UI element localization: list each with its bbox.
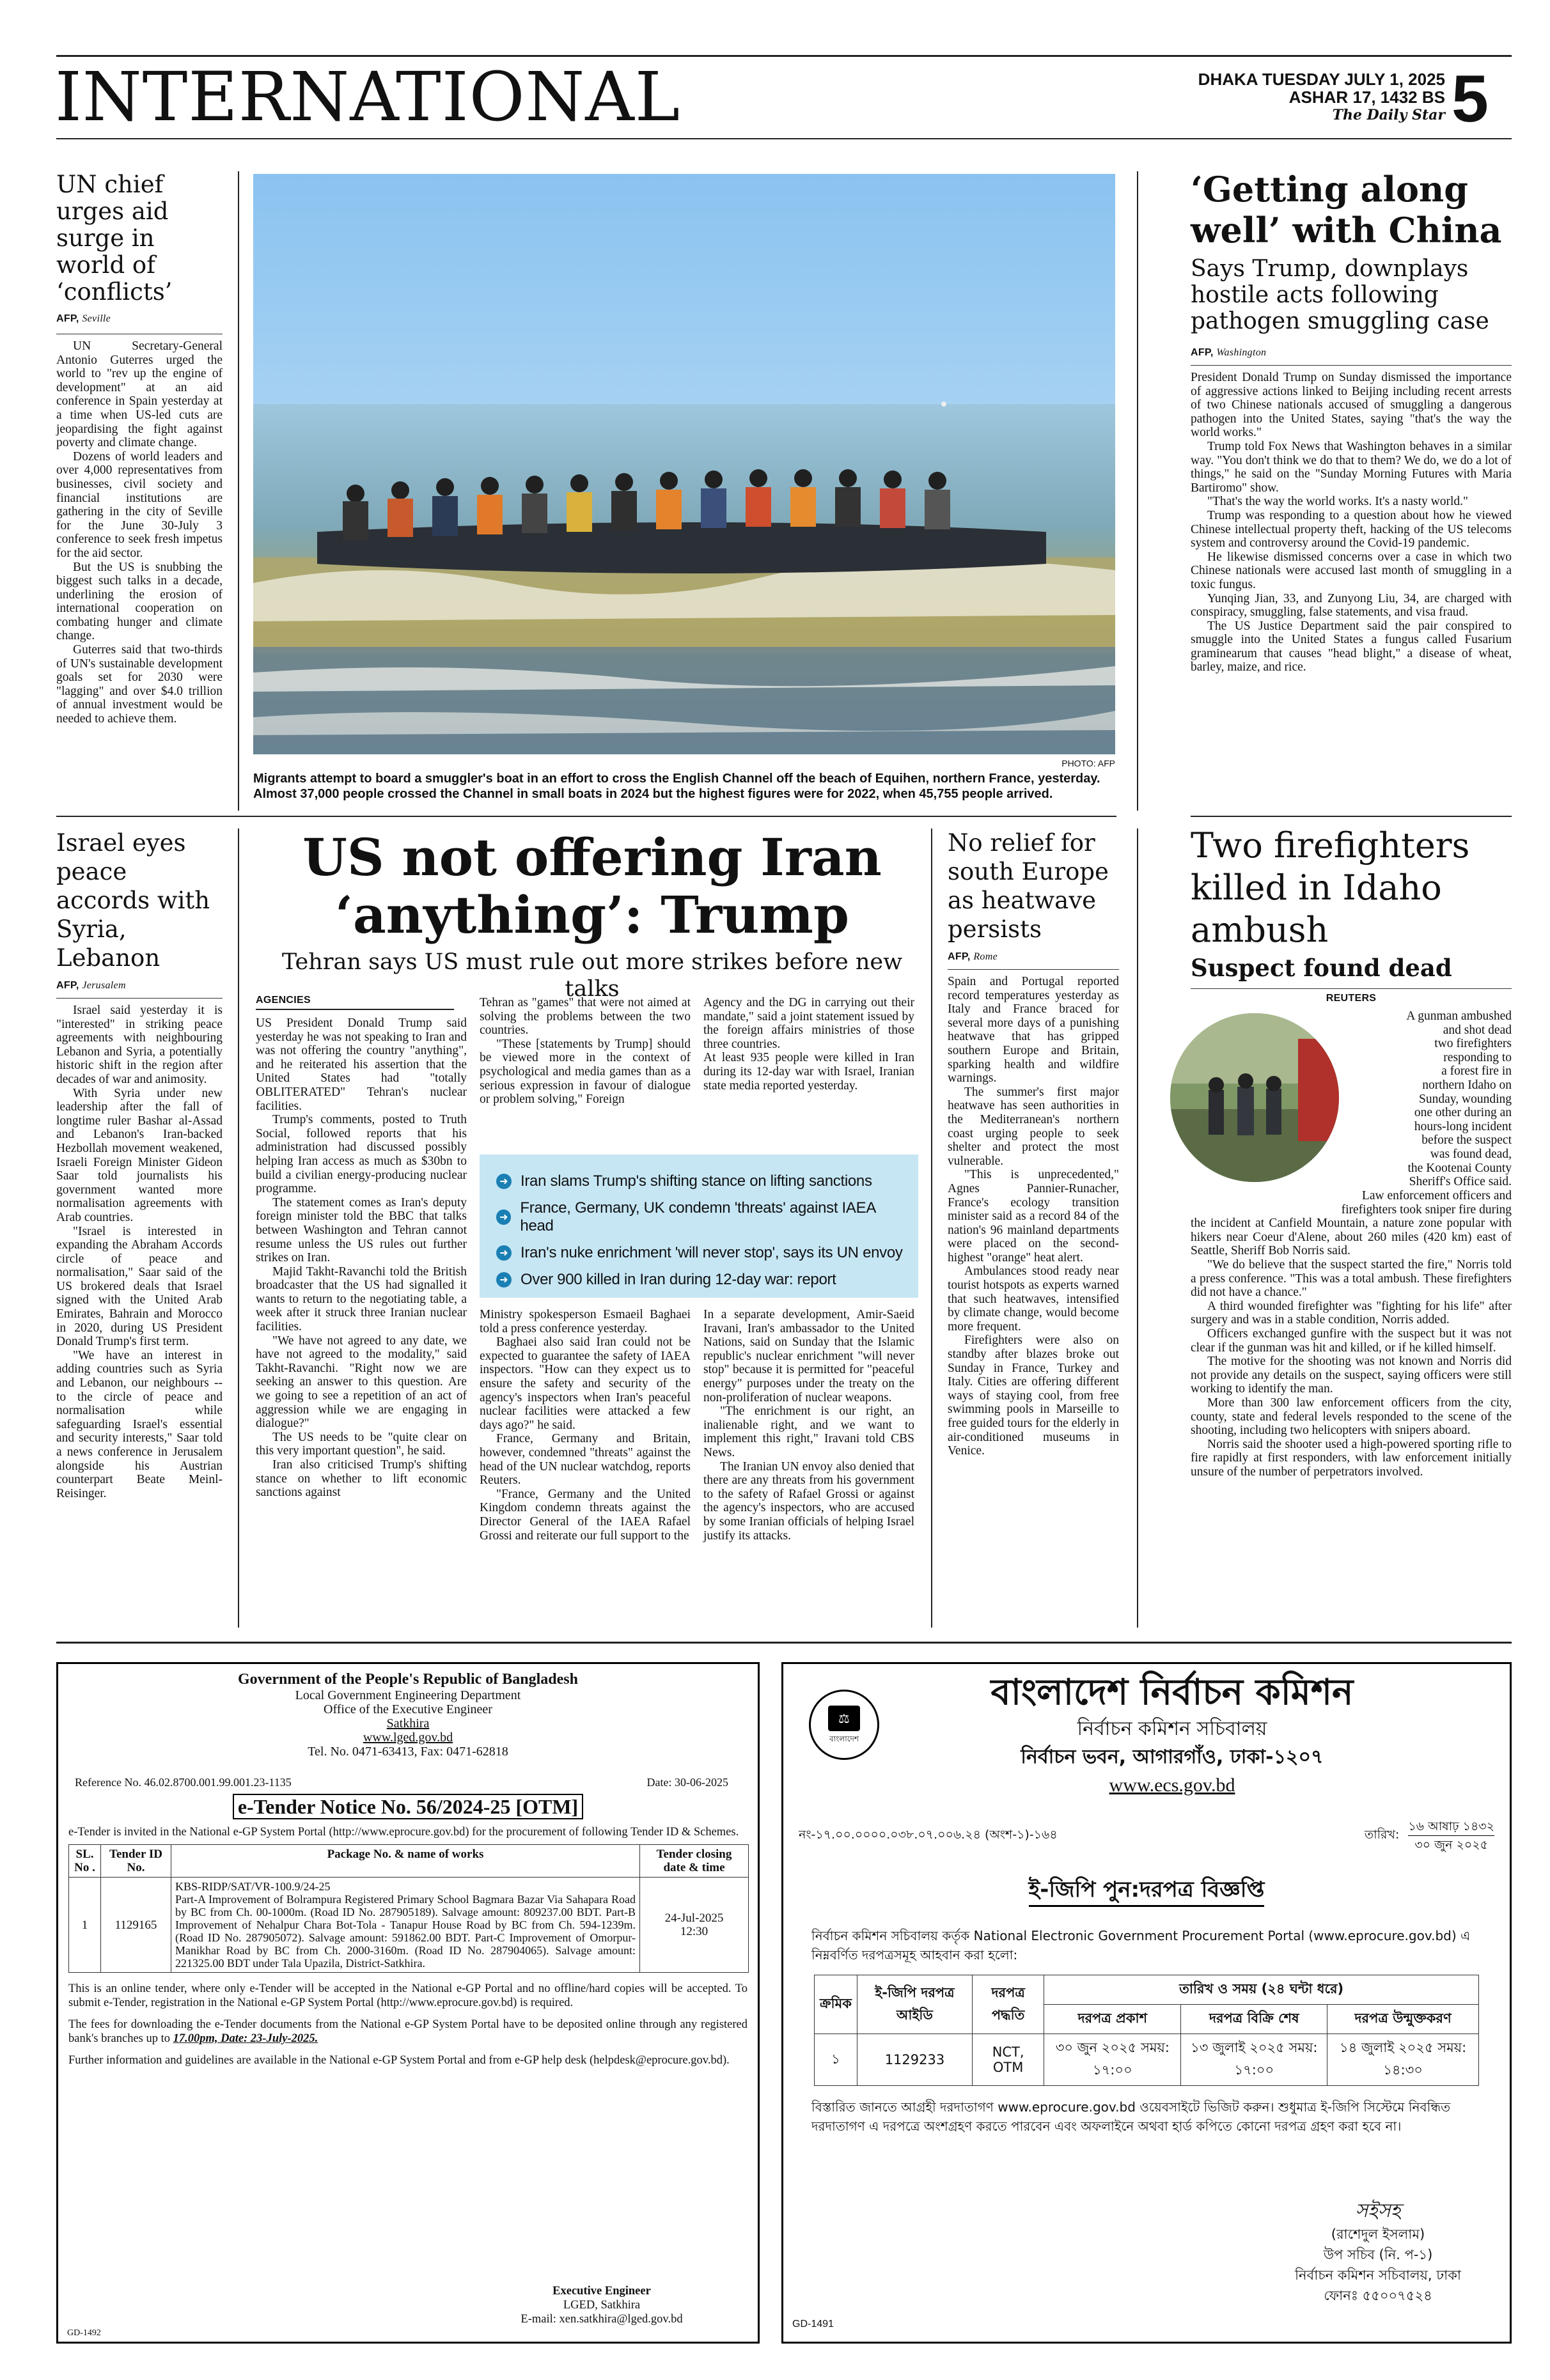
arrow-icon: ➜ bbox=[496, 1174, 512, 1189]
paragraph: Baghaei also said Iran could not be expected to guarantee the safety of IAEA inspectors. "How can they expect us to ensure the safety and security of the agency's inspectors when Iran's peaceful nuclear facilities were attacked a few days ago?" he said. bbox=[480, 1335, 691, 1432]
paragraph: "France, Germany and the United Kingdom condemn threats against the Director General of the IAEA Rafael Grossi and reiterate our full support to the bbox=[480, 1487, 691, 1543]
story-china bbox=[1191, 169, 1512, 674]
wrap-line: one other during an bbox=[1414, 1106, 1512, 1120]
byline: REUTERS bbox=[1326, 993, 1377, 1004]
memo-no: নং-১৭.০০.০০০০.০৩৮.০৭.০০৬.২৪ (অংশ-১)-১৬৪ bbox=[799, 1827, 1058, 1842]
col-sale-end: দরপত্র বিক্রি শেষ bbox=[1181, 2005, 1327, 2034]
ec-intro: নির্বাচন কমিশন সচিবালয় কর্তৃক National Electronic Government Procurement Portal (www.eprocure.gov.bd) এ নিম্নবর্ণিত দরপত্রসমূহ আহবান করা হলো: bbox=[811, 1928, 1471, 1963]
headline: UN chief urges aid surge in world of ‘conflicts’ bbox=[56, 171, 173, 306]
lged-tender-ad bbox=[56, 1662, 760, 2344]
wrap-line: responding to bbox=[1443, 1050, 1512, 1064]
col-method: দরপত্র পদ্ধতি bbox=[972, 1975, 1044, 2034]
cell-tender-id: 1129165 bbox=[101, 1878, 171, 1973]
related-stories-box bbox=[480, 1155, 918, 1298]
byline: AFP, Washington bbox=[1191, 347, 1267, 358]
signer-name: (রাশেদুল ইসলাম) bbox=[1331, 2227, 1425, 2242]
wrap-line: Sunday, wounding bbox=[1419, 1092, 1512, 1106]
col-egp-id: ই-জিপি দরপত্র আইডি bbox=[857, 1975, 972, 2034]
notice-title: ই-জিপি পুন:দরপত্র বিজ্ঞপ্তি bbox=[1029, 1877, 1265, 1907]
cell-opening: ১৪ জুলাই ২০২৫ সময়: ১৪:৩০ bbox=[1327, 2034, 1479, 2086]
signer-title: উপ সচিব (নি. প-১) bbox=[1323, 2247, 1433, 2262]
ec-tender-table bbox=[814, 1975, 1479, 2086]
ec-title: বাংলাদেশ নির্বাচন কমিশন bbox=[990, 1672, 1354, 1713]
cell-closing: 24-Jul-2025 12:30 bbox=[640, 1878, 749, 1973]
date-english: ৩০ জুন ২০২৫ bbox=[1414, 1838, 1488, 1852]
col-tender-id: Tender ID No. bbox=[101, 1845, 171, 1878]
paragraph: Ambulances stood ready near tourist hotspots as experts warned that such heatwaves, intensified by climate change, would become more frequent. bbox=[948, 1264, 1119, 1334]
paragraph: President Donald Trump on Sunday dismissed the importance of aggressive actions linked to Beijing including recent arrests of two Chinese nationals accused of smuggling a dangerous pathogen into the United States, saying "that's the way the world works." bbox=[1191, 371, 1512, 440]
byline: AFP, Jerusalem bbox=[56, 980, 126, 991]
cell-egp-id: 1129233 bbox=[857, 2034, 972, 2086]
paragraph: "We have not agreed to any date, we have not agreed to the modality," said Takht-Ravanchi. "Right now we are seeking an answer to this question. Are we going to see a repetition of an act of aggression while we are engaging in dialogue?" bbox=[256, 1334, 467, 1431]
notice-date: Date: 30-06-2025 bbox=[646, 1776, 728, 1789]
iran-col-3-top bbox=[703, 996, 914, 1093]
paragraph: Tehran as "games" that were not aimed at solving the problems between the two countries. bbox=[480, 996, 691, 1038]
paragraph: The US needs to be "quite clear on this very important question", he said. bbox=[256, 1430, 467, 1458]
paragraph: the incident at Canfield Mountain, a nature zone popular with hikers near Coeur d'Alene, about 260 miles (420 km) east of Seattle, Sheriff Bob Norris said. bbox=[1191, 1217, 1512, 1258]
story-iran-header bbox=[253, 828, 931, 1002]
paragraph: He likewise dismissed concerns over a case in which two Chinese nationals were accused last month of smuggling in a toxic fungus. bbox=[1191, 550, 1512, 591]
col-dates: তারিখ ও সময় (২৪ ঘন্টা ধরে) bbox=[1044, 1975, 1479, 2005]
section-title: INTERNATIONAL bbox=[55, 58, 681, 136]
note-info: Further information and guidelines are available in the National e-GP System Portal and from e-GP help desk (helpdesk@eprocure.gov.bd). bbox=[68, 2054, 730, 2067]
paragraph: Guterres said that two-thirds of UN's sustainable development goals set for 2030 were "lagging" and over $4.0 trillion of annual investment would be needed to achieve them. bbox=[56, 643, 223, 726]
iran-col-2-top bbox=[480, 996, 691, 1107]
story-heat bbox=[948, 828, 1119, 1458]
paragraph: "This is unprecedented," Agnes Pannier-Runacher, France's ecology transition minister said as a record 84 of the nation's 96 mainland departments were placed on the second-highest "orange" heat alert. bbox=[948, 1168, 1119, 1264]
date-line bbox=[1164, 70, 1445, 124]
paragraph: The motive for the shooting was not known and Norris did not provide any details on the suspect, saying officers were still working to identify the man. bbox=[1191, 1355, 1512, 1396]
paragraph: At least 935 people were killed in Iran during its 12-day war with Israel, Iranian state media reported yesterday. bbox=[703, 1051, 914, 1093]
ad-code: GD-1492 bbox=[67, 2328, 101, 2338]
arrow-icon: ➜ bbox=[496, 1245, 512, 1261]
dept-name: Local Government Engineering Department bbox=[295, 1688, 521, 1702]
byline: AFP, Seville bbox=[56, 313, 111, 324]
col-publish: দরপত্র প্রকাশ bbox=[1044, 2005, 1181, 2034]
signer-office: নির্বাচন কমিশন সচিবালয়, ঢাকা bbox=[1295, 2267, 1461, 2283]
district-name: Satkhira bbox=[386, 1716, 430, 1731]
contact-email[interactable]: E-mail: xen.satkhira@lged.gov.bd bbox=[521, 2313, 683, 2326]
col-opening: দরপত্র উন্মুক্তকরণ bbox=[1327, 2005, 1479, 2034]
tender-intro: e-Tender is invited in the National e-GP System Portal (http://www.eprocure.gov.bd) for the procurement of following Tender ID & Schemes. bbox=[68, 1826, 739, 1839]
lead-subhead: Tehran says US must rule out more strikes before new talks bbox=[281, 949, 903, 1002]
office-name: Office of the Executive Engineer bbox=[324, 1702, 492, 1716]
paragraph: Dozens of world leaders and over 4,000 representatives from businesses, civil society and financial institutions are gathering in the city of Seville for the June 30-July 3 conference to seek fresh impetus for the aid sector. bbox=[56, 449, 223, 560]
paragraph: Israel said yesterday it is "interested" in striking peace agreements with neighbouring Lebanon and Syria, a potentially historic shift in the region after decades of war and animosity. bbox=[56, 1004, 223, 1086]
tender-table bbox=[68, 1844, 749, 1973]
paragraph: Trump was responding to a question about how he viewed Chinese intellectual property theft, hacking of the US telecoms system and controversy around the Covid-19 pandemic. bbox=[1191, 508, 1512, 550]
table-row bbox=[815, 2034, 1479, 2086]
signer-phone: ফোনঃ ৫৫০০৭৫২৪ bbox=[1324, 2288, 1432, 2303]
wrap-line: A gunman ambushed bbox=[1406, 1009, 1512, 1023]
subhead: Says Trump, downplays hostile acts following pathogen smuggling case bbox=[1191, 256, 1489, 334]
paragraph: Trump's comments, posted to Truth Social, followed reports that his administration had discussed possibly helping Iran access as much as $30bn to build a civilian energy-producing nuclear programme. bbox=[256, 1113, 467, 1196]
cell-package: KBS-RIDP/SAT/VR-100.9/24-25 Part-A Improvement of Bolrampura Registered Primary School Bagmara Bazar Via Sahapara Road by BC from Ch. 00-1000m. (Road ID No. 287905189). Salvage amount: 809237.00 BDT. Part-B Improvement of Nehalpur Chara Bot-Tola - Tanapur House Road by BC from Ch. 594-1239m. (Road ID No. 287905072). Salvage amount: 591862.00 BDT. Part-C Improvement of Omorpur-Manikhar Road by BC from Ch. 2000-3160m. (Road ID No. 287904065). Salvage amount: 221325.00 BDT under Tala Upazila, District-Satkhira. bbox=[171, 1878, 640, 1973]
paragraph: US President Donald Trump said yesterday he was not speaking to Iran and was not offering the country "anything", and he reiterated his assertion that the United States had "totally OBLITERATED" Tehran's nuclear facilities. bbox=[256, 1016, 467, 1113]
paragraph: Majid Takht-Ravanchi told the British broadcaster that the US had signalled it wants to return to the negotiating table, a week after it struck three Iranian nuclear facilities. bbox=[256, 1264, 467, 1334]
paragraph: "These [statements by Trump] should be viewed more in the context of psychological and media games than as a serious expression in favour of dialogue or problem solving," Foreign bbox=[480, 1037, 691, 1107]
lead-headline: US not offering Iran ‘anything’: Trump bbox=[302, 827, 882, 945]
paragraph: "Israel is interested in expanding the Abraham Accords circle of peace and normalisation," Saar said of the US brokered deals that Israel signed with the United Arab Emirates, Bahrain and Morocco in 2020, during US President Donald Trump's first term. bbox=[56, 1224, 223, 1349]
tel-fax: Tel. No. 0471-63413, Fax: 0471-62818 bbox=[308, 1745, 508, 1759]
gov-name: Government of the People's Republic of Bangladesh bbox=[238, 1671, 578, 1688]
cell-sale-end: ১৩ জুলাই ২০২৫ সময়: ১৭:০০ bbox=[1181, 2034, 1327, 2086]
iran-byline: AGENCIES bbox=[256, 995, 311, 1006]
ec-secretariat: নির্বাচন কমিশন সচিবালয় bbox=[1077, 1718, 1267, 1740]
col-closing: Tender closing date & time bbox=[640, 1845, 749, 1878]
related-item[interactable]: ➜ Iran's nuke enrichment 'will never stop', says its UN envoy bbox=[496, 1244, 903, 1262]
signer: Executive Engineer bbox=[552, 2285, 651, 2298]
paragraph: "We have an interest in adding countries such as Syria and Lebanon, our neighbours -- to the circle of peace and normalisation while safeguarding Israel's essential and security interests," Saar told a news conference in Jerusalem alongside his Austrian counterpart Beate Meinl-Reisinger. bbox=[56, 1348, 223, 1500]
paragraph: A third wounded firefighter was "fighting for his life" after surgery and was in a stable condition, Norris added. bbox=[1191, 1299, 1512, 1327]
date-bangla: ASHAR 17, 1432 BS bbox=[1288, 88, 1445, 107]
paragraph: The US Justice Department said the pair conspired to smuggle into the United States a fungus called Fusarium graminearum that causes "head blight," a disease of wheat, barley, maize, and rice. bbox=[1191, 619, 1512, 674]
iran-col-1 bbox=[256, 1016, 467, 1500]
story-idaho bbox=[1191, 825, 1512, 1479]
paragraph: The Iranian UN envoy also denied that there are any threats from his government to the safety of Rafael Grossi or against the agency's inspectors, who are accused by some Iranian officials of helping Israel justify its attacks. bbox=[703, 1459, 914, 1543]
wrap-line: hours-long incident bbox=[1414, 1119, 1512, 1133]
date-label: তারিখ: bbox=[1364, 1827, 1400, 1842]
paragraph: UN Secretary-General Antonio Guterres urged the world to "rev up the engine of development" at an aid conference in Spain yesterday at a time when US-led cuts are jeopardising the fight against poverty and climate change. bbox=[56, 339, 223, 450]
main-photo bbox=[253, 174, 1115, 754]
headline: ‘Getting along well’ with China bbox=[1191, 169, 1502, 251]
headline: No relief for south Europe as heatwave persists bbox=[948, 829, 1109, 943]
reference-no: Reference No. 46.02.8700.001.99.001.23-1135 bbox=[75, 1776, 292, 1789]
subhead: Suspect found dead bbox=[1191, 954, 1452, 982]
paragraph: But the US is snubbing the biggest such talks in a decade, underlining the erosion of international cooperation on combating hunger and climate change. bbox=[56, 560, 223, 643]
paragraph: With Syria under new leadership after the fall of longtime ruler Bashar al-Assad and Lebanon's Iran-backed Hezbollah movement weakened, Israeli Foreign Minister Gideon Saar told journalists his government wanted more normalisation agreements with Arab countries. bbox=[56, 1086, 223, 1224]
ec-web[interactable]: www.ecs.gov.bd bbox=[1109, 1775, 1235, 1796]
cell-publish: ৩০ জুন ২০২৫ সময়: ১৭:০০ bbox=[1044, 2034, 1181, 2086]
related-item[interactable]: ➜ France, Germany, UK condemn 'threats' against IAEA head bbox=[496, 1199, 903, 1235]
logo-emblem-icon: ⚖ bbox=[828, 1706, 860, 1731]
paragraph: Spain and Portugal reported record temperatures yesterday as Italy and France braced for several more days of a punishing heatwave that has gripped southern Europe and Britain, sparking health and wildfire warnings. bbox=[948, 975, 1119, 1085]
cell-sl: 1 bbox=[69, 1878, 101, 1973]
wrap-line: Sheriff's Office said. bbox=[1409, 1175, 1512, 1189]
paragraph: "We do believe that the suspect started the fire," Norris told a press conference. "This was a total ambush. These firefighters did not have a chance." bbox=[1191, 1257, 1512, 1300]
signer-office: LGED, Satkhira bbox=[563, 2299, 641, 2312]
date-english: DHAKA TUESDAY JULY 1, 2025 bbox=[1198, 70, 1445, 89]
iran-col-2-bottom bbox=[480, 1308, 691, 1543]
paragraph: Officers exchanged gunfire with the suspect but it was not clear if the gunman was hit and killed, or if he killed himself. bbox=[1191, 1326, 1512, 1355]
paragraph: Firefighters were also on standby after blazes broke out Sunday in France, Turkey and Italy. Cities are offering different ways of staying cool, from free swimming pools in Marseille to free guided tours for the elderly in air-conditioned museums in Venice. bbox=[948, 1334, 1119, 1458]
paragraph: Trump told Fox News that Washington behaves in a similar way. "You don't think we do that to them? We do, we do a lot of things," he said on the "Sunday Morning Futures with Maria Bartiromo" show. bbox=[1191, 439, 1512, 495]
wrap-line: and shot dead bbox=[1443, 1023, 1512, 1037]
headline: Israel eyes peace accords with Syria, Lebanon bbox=[56, 829, 210, 972]
paragraph: "That's the way the world works. It's a nasty world." bbox=[1207, 495, 1468, 509]
note-online: This is an online tender, where only e-Tender will be accepted in the National e-GP Portal and no offline/hard copies will be accepted. To submit e-Tender, registration in the National e-GP System Portal (http://www.eprocure.gov.bd) is required. bbox=[68, 1982, 748, 2009]
paragraph: In a separate development, Amir-Saeid Iravani, Iran's ambassador to the United Nations, said on Sunday that the Islamic republic's nuclear enrichment "will never stop" because it is permitted for "peaceful energy" purposes under the treaty on the non-proliferation of nuclear weapons. bbox=[703, 1308, 914, 1404]
col-serial: ক্রমিক bbox=[815, 1975, 857, 2034]
page-number: 5 bbox=[1452, 62, 1489, 136]
arrow-icon: ➜ bbox=[496, 1209, 511, 1225]
web-link[interactable]: www.lged.gov.bd bbox=[363, 1731, 453, 1745]
paragraph: Iran also criticised Trump's shifting stance on whether to lift economic sanctions against bbox=[256, 1458, 467, 1500]
paragraph: More than 300 law enforcement officers from the city, county, state and federal levels responded to the scene of the shooting, including two helicopters with snipers aboard. bbox=[1191, 1396, 1512, 1438]
related-item[interactable]: ➜ Iran slams Trump's shifting stance on lifting sanctions bbox=[496, 1172, 903, 1190]
paragraph: Ministry spokesperson Esmaeil Baghaei told a press conference yesterday. bbox=[480, 1308, 691, 1335]
paragraph: France, Germany and Britain, however, condemned "threats" against the head of the UN nuclear watchdog, reports Reuters. bbox=[480, 1432, 691, 1488]
note-fees: The fees for downloading the e-Tender documents from the National e-GP System Portal have to be deposited online through any registered bank's branches up to 17.00pm, Date: 23-July-2025. bbox=[68, 2018, 748, 2045]
paragraph: Agency and the DG in carrying out their mandate," said a joint statement issued by the foreign affairs ministries of those three countries. bbox=[703, 996, 914, 1051]
wrap-line: the Kootenai County bbox=[1407, 1161, 1512, 1175]
paper-logo: The Daily Star bbox=[1332, 107, 1445, 123]
story-un bbox=[56, 171, 223, 726]
iran-col-3-bottom bbox=[703, 1308, 914, 1543]
paragraph: "The enrichment is our right, an inalienable right, and we want to implement this right," Iravani told CBS News. bbox=[703, 1404, 914, 1459]
arrow-icon: ➜ bbox=[496, 1272, 512, 1287]
wrap-line: a forest fire in bbox=[1441, 1064, 1512, 1078]
paragraph: Yunqing Jian, 33, and Zunyong Liu, 34, are charged with conspiracy, smuggling, false statements, and visa fraud. bbox=[1191, 591, 1512, 619]
ec-footer-note: বিস্তারিত জানতে আগ্রহী দরদাতাগণ www.eprocure.gov.bd ওয়েবসাইটে ভিজিট করুন। শুধুমাত্র ই-জিপি সিস্টেমে নিবন্ধিত দরদাতাগণ এ দরপত্রে অংশগ্রহণ করতে পারবেন এবং অফলাইনে অথবা হার্ড কপিতে কোনো দরপত্র গ্রহণ করা হবে না। bbox=[811, 2099, 1451, 2134]
ec-address: নির্বাচন ভবন, আগারগাঁও, ঢাকা-১২০৭ bbox=[1021, 1746, 1324, 1768]
wrap-line: two firefighters bbox=[1434, 1037, 1512, 1051]
col-package: Package No. & name of works bbox=[171, 1845, 640, 1878]
date-bangla: ১৬ আষাঢ় ১৪৩২ bbox=[1408, 1817, 1494, 1836]
wrap-line: northern Idaho on bbox=[1422, 1078, 1512, 1092]
signature: সইসহ bbox=[1355, 2200, 1401, 2222]
paragraph: The summer's first major heatwave has seen authorities in the Mediterranean's northern coast urging people to seek shelter and protect the most vulnerable. bbox=[948, 1085, 1119, 1168]
wrap-line: before the suspect bbox=[1421, 1133, 1512, 1147]
ec-tender-ad bbox=[781, 1662, 1512, 2344]
wrap-line: was found dead, bbox=[1430, 1147, 1512, 1161]
cell-serial: ১ bbox=[815, 2034, 857, 2086]
paragraph: The statement comes as Iran's deputy foreign minister told the BBC that talks between Washington and Tehran cannot resume unless the US rules out further strikes on Iran. bbox=[256, 1195, 467, 1265]
paragraph: Norris said the shooter used a high-powered sporting rifle to fire rapidly at first responders, with law enforcement initially unsure of the number of perpetrators involved. bbox=[1191, 1437, 1512, 1479]
photo-caption: Migrants attempt to board a smuggler's boat in an effort to cross the English Channel off the beach of Equihen, northern France, yesterday. Almost 37,000 people crossed the Channel in small boats in 2024 but the highest figures were for 2022, when 45,755 people arrived. bbox=[253, 772, 1100, 801]
story-israel bbox=[56, 828, 223, 1500]
wrap-tail: Law enforcement officers and firefighters took sniper fire during bbox=[1341, 1189, 1512, 1217]
related-item[interactable]: ➜ Over 900 killed in Iran during 12-day war: report bbox=[496, 1271, 903, 1289]
migrant-boat-photo bbox=[253, 174, 1115, 754]
logo-text: বাংলাদেশ bbox=[829, 1734, 859, 1743]
ad-code: GD-1491 bbox=[792, 2319, 834, 2329]
photo-credit: PHOTO: AFP bbox=[1061, 758, 1115, 768]
table-row bbox=[69, 1878, 749, 1973]
col-sl: SL. No . bbox=[69, 1845, 101, 1878]
cell-method: NCT, OTM bbox=[972, 2034, 1044, 2086]
ec-logo bbox=[809, 1690, 879, 1760]
byline: AFP, Rome bbox=[948, 951, 998, 962]
headline: Two firefighters killed in Idaho ambush bbox=[1191, 825, 1470, 950]
notice-title: e-Tender Notice No. 56/2024-25 [OTM] bbox=[233, 1794, 583, 1819]
